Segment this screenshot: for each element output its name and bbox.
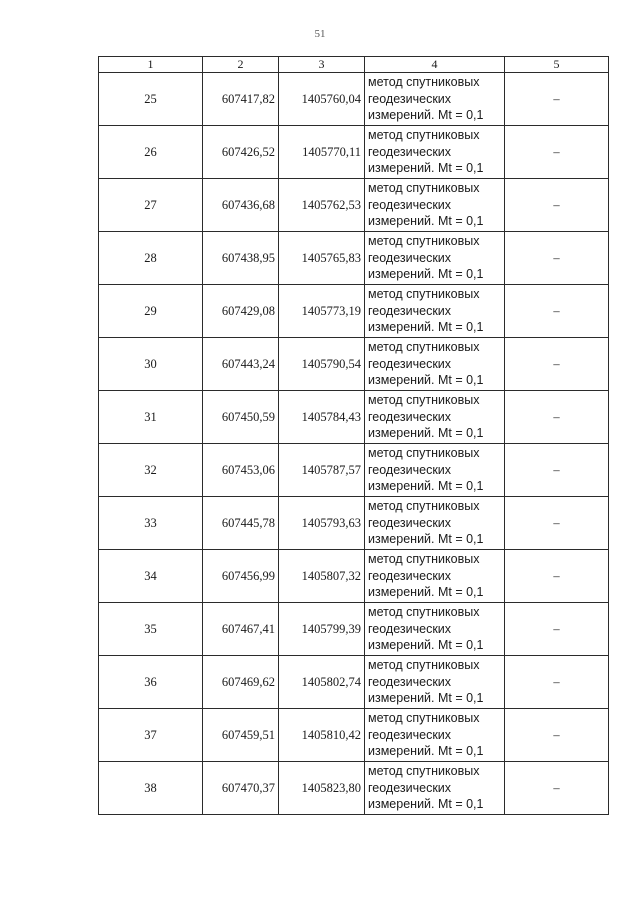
- note-cell: –: [505, 550, 609, 603]
- x-coordinate-cell: 607438,95: [203, 232, 279, 285]
- x-coordinate-cell: 607459,51: [203, 709, 279, 762]
- note-cell: –: [505, 444, 609, 497]
- table-row: [99, 338, 609, 391]
- table-row: [99, 656, 609, 709]
- point-number-cell: 36: [99, 656, 203, 709]
- table-row: [99, 444, 609, 497]
- method-cell: метод спутниковых геодезических измерений. Mt = 0,1: [365, 656, 505, 709]
- note-cell: –: [505, 603, 609, 656]
- point-number-cell: 31: [99, 391, 203, 444]
- method-cell: метод спутниковых геодезических измерений. Mt = 0,1: [365, 497, 505, 550]
- x-coordinate-cell: 607429,08: [203, 285, 279, 338]
- note-cell: –: [505, 497, 609, 550]
- point-number-cell: 25: [99, 73, 203, 126]
- note-cell: –: [505, 179, 609, 232]
- x-coordinate-cell: 607417,82: [203, 73, 279, 126]
- method-cell: метод спутниковых геодезических измерений. Mt = 0,1: [365, 73, 505, 126]
- table-row: [99, 126, 609, 179]
- point-number-cell: 27: [99, 179, 203, 232]
- point-number-cell: 32: [99, 444, 203, 497]
- table-header-row: [99, 57, 609, 73]
- table-row: [99, 179, 609, 232]
- table-row: [99, 762, 609, 815]
- y-coordinate-cell: 1405810,42: [279, 709, 365, 762]
- method-cell: метод спутниковых геодезических измерений. Mt = 0,1: [365, 550, 505, 603]
- note-cell: –: [505, 656, 609, 709]
- method-cell: метод спутниковых геодезических измерений. Mt = 0,1: [365, 285, 505, 338]
- x-coordinate-cell: 607470,37: [203, 762, 279, 815]
- x-coordinate-cell: 607436,68: [203, 179, 279, 232]
- method-cell: метод спутниковых геодезических измерений. Mt = 0,1: [365, 179, 505, 232]
- point-number-cell: 37: [99, 709, 203, 762]
- y-coordinate-cell: 1405787,57: [279, 444, 365, 497]
- point-number-cell: 29: [99, 285, 203, 338]
- column-header-1: 1: [99, 57, 203, 73]
- table-row: [99, 73, 609, 126]
- note-cell: –: [505, 391, 609, 444]
- point-number-cell: 30: [99, 338, 203, 391]
- y-coordinate-cell: 1405770,11: [279, 126, 365, 179]
- x-coordinate-cell: 607445,78: [203, 497, 279, 550]
- point-number-cell: 28: [99, 232, 203, 285]
- note-cell: –: [505, 232, 609, 285]
- point-number-cell: 35: [99, 603, 203, 656]
- note-cell: –: [505, 762, 609, 815]
- point-number-cell: 34: [99, 550, 203, 603]
- method-cell: метод спутниковых геодезических измерений. Mt = 0,1: [365, 126, 505, 179]
- y-coordinate-cell: 1405762,53: [279, 179, 365, 232]
- method-cell: метод спутниковых геодезических измерений. Mt = 0,1: [365, 444, 505, 497]
- table-row: [99, 232, 609, 285]
- point-number-cell: 38: [99, 762, 203, 815]
- coordinates-table: [98, 56, 609, 815]
- x-coordinate-cell: 607456,99: [203, 550, 279, 603]
- y-coordinate-cell: 1405799,39: [279, 603, 365, 656]
- note-cell: –: [505, 338, 609, 391]
- column-header-4: 4: [365, 57, 505, 73]
- point-number-cell: 26: [99, 126, 203, 179]
- column-header-5: 5: [505, 57, 609, 73]
- y-coordinate-cell: 1405765,83: [279, 232, 365, 285]
- table-row: [99, 391, 609, 444]
- table-row: [99, 497, 609, 550]
- page-number: 51: [314, 28, 326, 40]
- x-coordinate-cell: 607469,62: [203, 656, 279, 709]
- column-header-2: 2: [203, 57, 279, 73]
- note-cell: –: [505, 126, 609, 179]
- method-cell: метод спутниковых геодезических измерений. Mt = 0,1: [365, 603, 505, 656]
- table-row: [99, 709, 609, 762]
- method-cell: метод спутниковых геодезических измерений. Mt = 0,1: [365, 391, 505, 444]
- y-coordinate-cell: 1405823,80: [279, 762, 365, 815]
- x-coordinate-cell: 607453,06: [203, 444, 279, 497]
- table-row: [99, 550, 609, 603]
- y-coordinate-cell: 1405802,74: [279, 656, 365, 709]
- y-coordinate-cell: 1405807,32: [279, 550, 365, 603]
- note-cell: –: [505, 285, 609, 338]
- point-number-cell: 33: [99, 497, 203, 550]
- column-header-3: 3: [279, 57, 365, 73]
- x-coordinate-cell: 607467,41: [203, 603, 279, 656]
- note-cell: –: [505, 73, 609, 126]
- method-cell: метод спутниковых геодезических измерений. Mt = 0,1: [365, 232, 505, 285]
- y-coordinate-cell: 1405793,63: [279, 497, 365, 550]
- table-row: [99, 285, 609, 338]
- y-coordinate-cell: 1405760,04: [279, 73, 365, 126]
- method-cell: метод спутниковых геодезических измерений. Mt = 0,1: [365, 709, 505, 762]
- y-coordinate-cell: 1405790,54: [279, 338, 365, 391]
- method-cell: метод спутниковых геодезических измерений. Mt = 0,1: [365, 762, 505, 815]
- y-coordinate-cell: 1405773,19: [279, 285, 365, 338]
- x-coordinate-cell: 607426,52: [203, 126, 279, 179]
- method-cell: метод спутниковых геодезических измерений. Mt = 0,1: [365, 338, 505, 391]
- y-coordinate-cell: 1405784,43: [279, 391, 365, 444]
- note-cell: –: [505, 709, 609, 762]
- x-coordinate-cell: 607443,24: [203, 338, 279, 391]
- table-row: [99, 603, 609, 656]
- x-coordinate-cell: 607450,59: [203, 391, 279, 444]
